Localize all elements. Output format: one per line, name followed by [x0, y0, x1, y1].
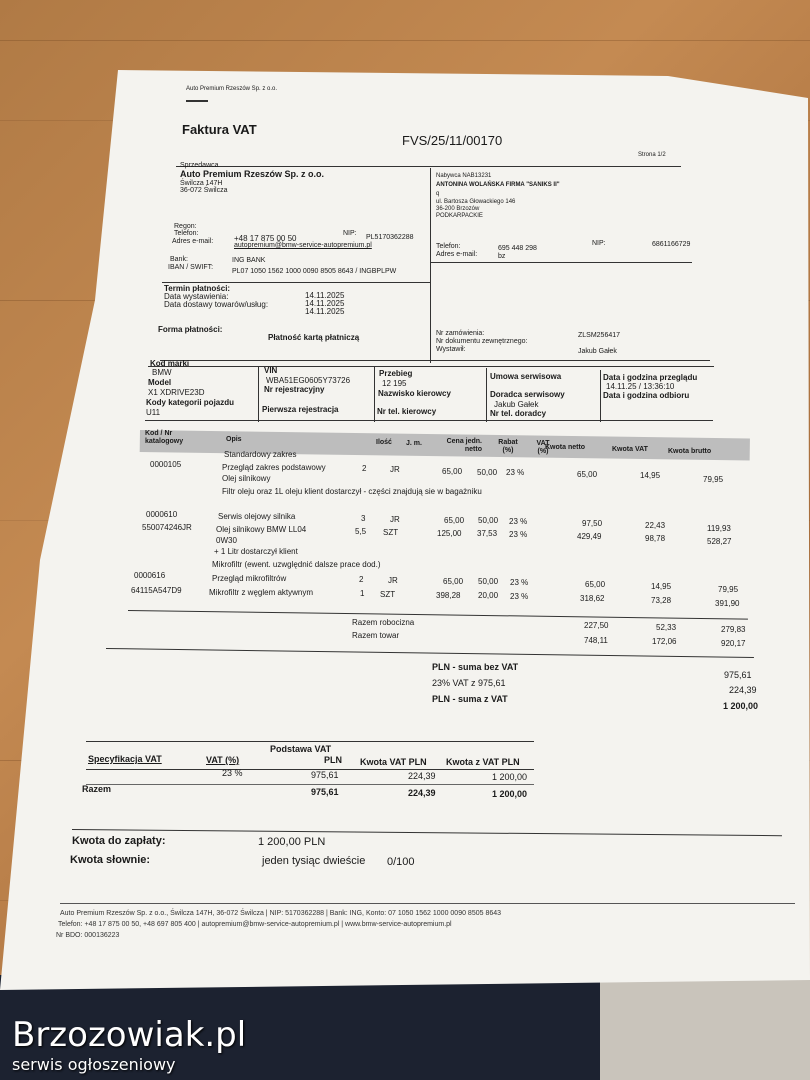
seller-phone: +48 17 875 00 50 [234, 234, 297, 243]
amount-words-label: Kwota słownie: [70, 854, 151, 866]
seller-city: 36-072 Świlcza [180, 187, 228, 194]
issue-date-label: Data wystawienia: [164, 292, 229, 301]
amount-words-fraction: 0/100 [387, 856, 415, 868]
row-desc: 0W30 [216, 536, 237, 545]
row-qty: 5,5 [355, 527, 367, 536]
row-vat-amount: 14,95 [651, 582, 672, 591]
category-codes-label: Kody kategorii pojazdu [146, 398, 235, 407]
buyer-city: 36-200 Brzozów [436, 206, 480, 212]
first-reg-label: Pierwsza rejestracja [262, 405, 339, 414]
advisor-phone-label: Nr tel. doradcy [490, 409, 547, 418]
row-desc: Mikrofiltr (ewent. uzwględnić dalsze prace dod.) [212, 560, 381, 569]
row-desc: Standardowy zakres [224, 450, 297, 459]
buyer-street: ul. Bartosza Głowackiego 146 [436, 199, 516, 205]
seller-regon-label: Regon: [174, 223, 197, 230]
row-vat: 23 % [510, 578, 529, 587]
row-net: 97,50 [582, 519, 603, 528]
issue-date: 14.11.2025 [305, 299, 345, 308]
summary-vat-label: 23% VAT z 975,61 [432, 678, 506, 688]
header-code: Kod / Nr katalogowy [145, 430, 184, 445]
footer-line-1: Auto Premium Rzeszów Sp. z o.o., Świlcza 147H, 36-072 Świlcza | NIP: 5170362288 | Bank: ING, Konto: 07 1050 1562 1000 0090 8505 8643 [60, 910, 502, 917]
summary-gross-label: PLN - suma z VAT [432, 694, 508, 704]
payment-term: 14.11.2025 [305, 291, 345, 300]
row-discount: 20,00 [478, 591, 499, 600]
summary-vat: 224,39 [729, 685, 757, 695]
ext-doc-label: Nr dokumentu zewnętrznego: [436, 338, 528, 345]
watermark-brand: Brzozowiak.pl [12, 1015, 247, 1055]
header-qty: Ilość [376, 439, 392, 446]
row-unit: SZT [383, 528, 399, 537]
header-desc: Opis [226, 436, 242, 443]
header-vat: VAT (%) [536, 440, 550, 455]
buyer-email-label: Adres e-mail: [436, 251, 478, 258]
seller-iban: PL07 1050 1562 1000 0090 8505 8643 / INGBPLPW [232, 268, 397, 275]
seller-bank-label: Bank: [170, 256, 188, 263]
row-unit: JR [390, 515, 400, 524]
row-vat-amount: 98,78 [645, 534, 666, 543]
vin-label: VIN [264, 366, 278, 375]
row-desc: Przegląd mikrofiltrów [212, 574, 287, 583]
buyer-nip: 6861166729 [652, 241, 691, 248]
row-qty: 1 [360, 589, 365, 598]
goods-gross: 920,17 [721, 639, 746, 648]
advisor-name: Jakub Gałek [494, 400, 539, 409]
labor-net: 227,50 [584, 621, 609, 630]
issued-by: Jakub Gałek [578, 348, 617, 355]
seller-bank: ING BANK [232, 257, 266, 264]
header-price: Cena jedn. netto [446, 438, 482, 453]
vat-total-vat: 224,39 [408, 788, 436, 798]
row-qty: 2 [359, 575, 364, 584]
delivery-date-label: Data dostawy towarów/usług: [164, 300, 269, 309]
vat-base-header-top: Podstawa VAT [270, 744, 332, 754]
vat-gross-header: Kwota z VAT PLN [446, 757, 520, 767]
order-no: ZLSM256417 [578, 332, 621, 339]
model-label: Model [148, 378, 172, 387]
row-net: 429,49 [577, 532, 602, 541]
row-gross: 391,90 [715, 599, 740, 608]
watermark-tagline: serwis ogłoszeniowy [12, 1055, 176, 1074]
row-desc: Mikrofiltr z węglem aktywnym [209, 588, 314, 597]
row-gross: 119,93 [707, 524, 731, 533]
row-code: 550074246JR [142, 523, 192, 532]
row-code: 0000610 [146, 510, 178, 519]
vat-total-label: Razem [82, 784, 112, 794]
header-discount: Rabat (%) [498, 439, 518, 454]
row-discount: 37,53 [477, 529, 498, 538]
seller-iban-label: IBAN / SWIFT: [168, 264, 214, 271]
reg-label: Nr rejestracyjny [264, 385, 325, 394]
buyer-region: PODKARPACKIE [436, 213, 483, 219]
inspection-date: 14.11.25 / 13:36:10 [606, 382, 675, 391]
row-desc: Przegląd zakres podstawowy [222, 463, 326, 472]
vat-total-gross: 1 200,00 [492, 789, 528, 799]
row-vat: 23 % [509, 517, 528, 526]
row-net: 65,00 [577, 470, 598, 479]
vehicle-vin: WBA51EG0605Y73726 [266, 376, 351, 385]
driver-phone-label: Nr tel. kierowcy [377, 407, 437, 416]
amount-due: 1 200,00 PLN [258, 836, 326, 848]
delivery-date: 14.11.2025 [305, 307, 345, 316]
advisor-label: Doradca serwisowy [490, 390, 565, 399]
row-discount: 50,00 [478, 577, 499, 586]
row-desc: Filtr oleju oraz 1L oleju klient dostarczył - części znajdują sie w bagażniku [222, 487, 482, 496]
seller-name: Auto Premium Rzeszów Sp. z o.o. [180, 169, 325, 179]
header-unit: J. m. [406, 440, 422, 447]
summary-gross: 1 200,00 [723, 701, 759, 711]
buyer-label: Nabywca NAB13231 [436, 173, 492, 179]
labor-vat: 52,33 [656, 623, 677, 632]
invoice-number: FVS/25/11/00170 [402, 133, 503, 148]
buyer-nip-label: NIP: [592, 240, 606, 247]
row-vat: 23 % [510, 592, 529, 601]
header-net: Kwota netto [545, 444, 586, 451]
row-vat-amount: 22,43 [645, 521, 666, 530]
row-discount: 50,00 [478, 516, 499, 525]
row-desc: Serwis olejowy silnika [218, 512, 296, 521]
header-gross: Kwota brutto [668, 448, 712, 455]
header-vat-amount: Kwota VAT [612, 446, 648, 453]
buyer-phone-label: Telefon: [436, 243, 461, 250]
vehicle-brand: BMW [152, 368, 172, 377]
seller-email-label: Adres e-mail: [172, 238, 214, 245]
seller-street: Świlcza 147H [180, 180, 223, 187]
labor-gross: 279,83 [721, 625, 746, 634]
footer-line-2: Telefon: +48 17 875 00 50, +48 697 805 400 | autopremium@bmw-service-autopremium.pl | www.bmw-service-autopremium.pl [58, 921, 452, 928]
vat-spec-label: Specyfikacja VAT [88, 754, 162, 764]
row-code: 0000616 [134, 571, 166, 580]
header-company-small: Auto Premium Rzeszów Sp. z o.o. [186, 86, 278, 92]
labor-label: Razem robocizna [352, 618, 415, 627]
payment-form: Płatność kartą płatniczą [268, 333, 360, 342]
goods-label: Razem towar [352, 631, 400, 640]
row-desc: + 1 Litr dostarczył klient [214, 547, 298, 556]
vehicle-mileage: 12 195 [382, 379, 407, 388]
row-code: 0000105 [150, 460, 182, 469]
row-gross: 528,27 [707, 537, 732, 546]
vat-base: 975,61 [311, 770, 339, 780]
row-price: 398,28 [436, 591, 461, 600]
footer-line-3: Nr BDO: 000136223 [56, 932, 120, 939]
goods-net: 748,11 [584, 636, 608, 645]
vat-amount: 224,39 [408, 771, 436, 781]
mileage-label: Przebieg [379, 369, 413, 378]
row-qty: 2 [362, 464, 367, 473]
row-price: 125,00 [437, 529, 462, 538]
row-net: 318,62 [580, 594, 605, 603]
vat-base-header: PLN [324, 755, 342, 765]
invoice-title: Faktura VAT [182, 122, 257, 137]
brand-code-label: Kod marki [150, 359, 190, 368]
row-vat-amount: 14,95 [640, 471, 661, 480]
row-desc: Olej silnikowy BMW LL04 [216, 525, 307, 534]
payment-term-label: Termin płatności: [164, 284, 231, 293]
row-vat: 23 % [506, 468, 525, 477]
goods-vat: 172,06 [652, 637, 677, 646]
row-price: 65,00 [443, 577, 464, 586]
amount-words: jeden tysiąc dwieście [262, 855, 366, 867]
row-gross: 79,95 [703, 475, 724, 484]
seller-nip: PL5170362288 [366, 234, 414, 241]
row-price: 65,00 [444, 516, 465, 525]
vat-rate-header: VAT (%) [206, 755, 240, 765]
row-qty: 3 [361, 514, 366, 523]
buyer-phone: 695 448 298 [498, 245, 537, 252]
row-desc: Olej silnikowy [222, 474, 271, 483]
inspection-label: Data i godzina przeglądu [603, 373, 698, 382]
amount-due-label: Kwota do zapłaty: [72, 835, 166, 847]
category-code: U11 [146, 408, 161, 417]
vehicle-model: X1 XDRIVE23D [148, 388, 205, 397]
issued-by-label: Wystawił: [436, 346, 466, 353]
summary-net-label: PLN - suma bez VAT [432, 662, 519, 672]
row-discount: 50,00 [477, 468, 498, 477]
seller-email[interactable]: autopremium@bmw-service-autopremium.pl [234, 242, 372, 249]
vat-gross: 1 200,00 [492, 772, 528, 782]
buyer-line-q: q [436, 191, 440, 197]
vat-amount-header: Kwota VAT PLN [360, 757, 427, 767]
row-unit: JR [390, 465, 400, 474]
buyer-name: ANTONINA WOLAŃSKA FIRMA "SANIKS II" [436, 182, 560, 188]
row-price: 65,00 [442, 467, 463, 476]
service-contract-label: Umowa serwisowa [490, 372, 562, 381]
row-vat-amount: 73,28 [651, 596, 672, 605]
vat-rate: 23 % [222, 768, 243, 778]
seller-phone-label: Telefon: [174, 230, 199, 237]
summary-net: 975,61 [724, 670, 752, 680]
seller-nip-label: NIP: [343, 230, 357, 237]
row-code: 64115A547D9 [131, 586, 182, 595]
order-no-label: Nr zamówienia: [436, 330, 485, 337]
payment-form-label: Forma płatności: [158, 325, 223, 334]
seller-label: Sprzedawca [180, 162, 219, 169]
driver-label: Nazwisko kierowcy [378, 389, 451, 398]
row-vat: 23 % [509, 530, 528, 539]
pickup-label: Data i godzina odbioru [603, 391, 690, 400]
buyer-email: bz [498, 253, 506, 260]
row-unit: SZT [380, 590, 396, 599]
page-number: Strona 1/2 [638, 152, 666, 158]
vat-total-base: 975,61 [311, 787, 339, 797]
row-net: 65,00 [585, 580, 606, 589]
row-unit: JR [388, 576, 398, 585]
row-gross: 79,95 [718, 585, 739, 594]
